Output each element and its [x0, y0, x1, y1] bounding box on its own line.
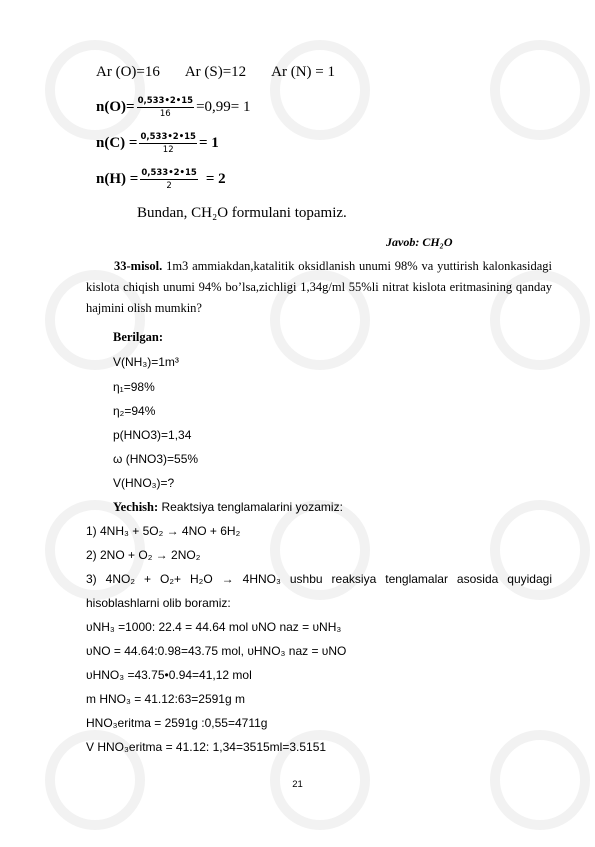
fraction — [139, 132, 197, 155]
equation-lhs: n(O)= — [96, 99, 135, 115]
problem-statement — [86, 256, 552, 319]
calc-line: HNO₃eritma = 2591g :0,55=4711g — [86, 716, 268, 730]
given-item: V(HNO₃)=? — [113, 476, 175, 490]
ar-oxygen: Ar (O)=16 — [96, 64, 160, 80]
fraction — [140, 168, 198, 191]
fraction — [137, 96, 195, 119]
calc-line: V HNO₃eritma = 41.12: 1,34=3515ml=3.5151 — [86, 740, 327, 754]
equation-lhs: n(C) = — [96, 135, 138, 151]
solution-intro — [113, 500, 343, 515]
reaction-3-cont: hisoblashlarni olib boramiz: — [86, 596, 231, 610]
equation-carbon — [96, 132, 219, 155]
solution-intro-text: Reaktsiya tenglamalarini yozamiz: — [158, 500, 343, 514]
answer-label: Javob: CH₂O — [386, 235, 453, 249]
problem-label: 33-misol. — [114, 259, 163, 273]
calc-line: υNH₃ =1000: 22.4 = 44.64 mol υNO naz = υNH₃ — [86, 620, 342, 634]
numerator: 0,533•2•15 — [141, 168, 197, 178]
denominator: 2 — [166, 181, 172, 191]
denominator: 12 — [162, 145, 174, 155]
ar-sulfur: Ar (S)=12 — [184, 64, 247, 80]
equation-oxygen — [96, 96, 250, 119]
atomic-masses — [96, 64, 357, 81]
given-item: η₂=94% — [113, 404, 156, 418]
equation-rhs: = 1 — [198, 135, 219, 151]
numerator: 0,533•2•15 — [137, 96, 194, 106]
calc-line: υHNO₃ =43.75•0.94=41,12 mol — [86, 668, 252, 682]
ar-nitrogen: Ar (N) = 1 — [271, 64, 335, 80]
reaction-2: 2) 2NO + O₂ → 2NO₂ — [86, 548, 201, 562]
given-item: η₁=98% — [113, 380, 155, 394]
given-item: p(HNO3)=1,34 — [113, 428, 192, 442]
calc-line: m HNO₃ = 41.12:63=2591g m — [86, 692, 245, 706]
solution-label: Yechish: — [113, 500, 159, 514]
given-item: ω (HNO3)=55% — [113, 452, 199, 466]
reaction-1: 1) 4NH₃ + 5O₂ → 4NO + 6H₂ — [86, 524, 241, 538]
given-item: V(NH₃)=1m³ — [113, 355, 179, 369]
calc-line: υNO = 44.64:0.98=43.75 mol, υHNO₃ naz = υNO — [86, 644, 347, 658]
problem-text: 1m3 ammiakdan,katalitik oksidlanish unumi 98% va yuttirish kalonkasidagi kislota chiqish unumi 94% bo’lsa,zichligi 1,34g/ml 55%li nitrat kislota eritmasining qanday hajmini olish mumkin? — [86, 259, 552, 315]
page-number: 21 — [292, 779, 303, 790]
equation-lhs: n(H) = — [96, 171, 139, 187]
given-title: Berilgan: — [113, 330, 163, 344]
reaction-3: 3) 4NO₂ + O₂+ H₂O → 4HNO₃ ushbu reaksiya tenglamalar asosida quyidagi — [86, 572, 552, 586]
equation-rhs: =0,99= 1 — [196, 99, 251, 115]
equation-hydrogen — [96, 168, 226, 191]
formula-conclusion: Bundan, CH₂O formulani topamiz. — [137, 205, 347, 221]
equation-rhs: = 2 — [205, 171, 226, 187]
denominator: 16 — [159, 109, 171, 119]
numerator: 0,533•2•15 — [140, 132, 196, 142]
